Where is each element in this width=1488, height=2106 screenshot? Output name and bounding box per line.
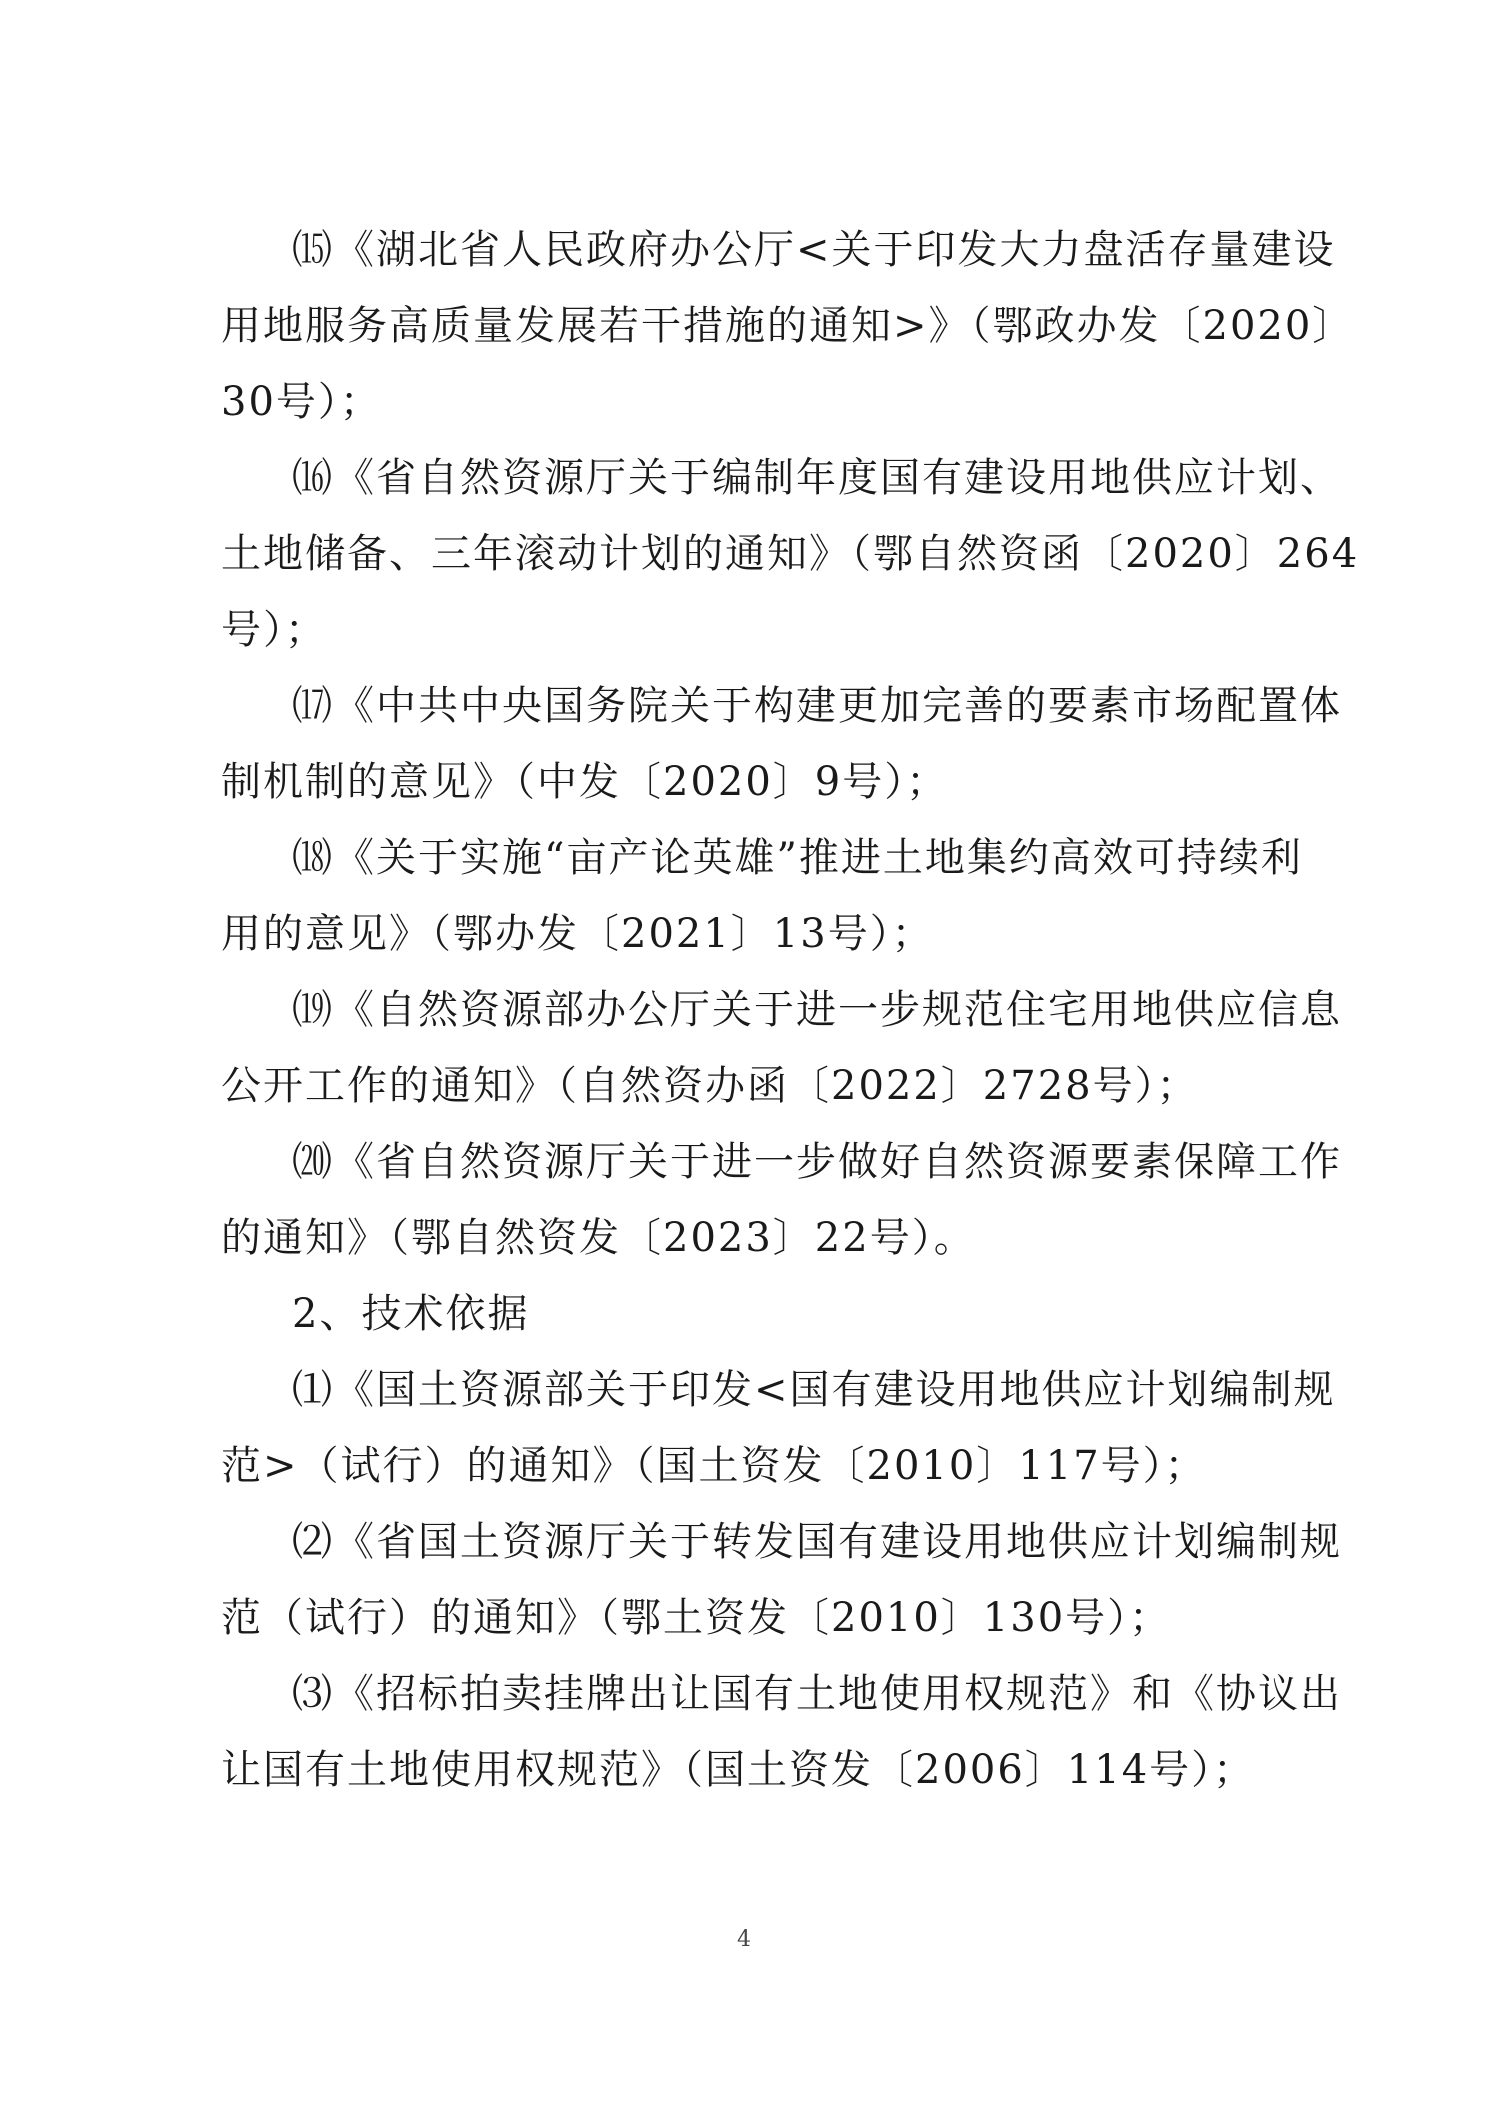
item-20-line-1: ⒇《省自然资源厅关于进一步做好自然资源要素保障工作	[292, 1139, 1342, 1185]
tech-item-1-line-2: 范>（试行）的通知》（国土资发〔2010〕117号）；	[221, 1443, 1207, 1489]
item-17-line-2: 制机制的意见》（中发〔2020〕9号）；	[221, 759, 949, 805]
item-16-line-2: 土地储备、三年滚动计划的通知》（鄂自然资函〔2020〕264	[221, 531, 1360, 577]
item-18-line-1: ⒅《关于实施“亩产论英雄”推进土地集约高效可持续利	[292, 835, 1303, 881]
item-16-line-3: 号）；	[221, 607, 327, 653]
item-15-line-1: ⒂《湖北省人民政府办公厅<关于印发大力盘活存量建设	[292, 227, 1336, 273]
section-heading-technical-basis: 2、技术依据	[292, 1291, 530, 1337]
item-15-line-3: 30号）；	[221, 379, 382, 425]
item-19-line-2: 公开工作的通知》（自然资办函〔2022〕2728号）；	[221, 1063, 1199, 1109]
item-17-line-1: ⒄《中共中央国务院关于构建更加完善的要素市场配置体	[292, 683, 1342, 729]
tech-item-2-line-2: 范（试行）的通知》（鄂土资发〔2010〕130号）；	[221, 1595, 1172, 1641]
tech-item-3-line-1: ⑶《招标拍卖挂牌出让国有土地使用权规范》和《协议出	[292, 1671, 1342, 1717]
tech-item-2-line-1: ⑵《省国土资源厅关于转发国有建设用地供应计划编制规	[292, 1519, 1342, 1565]
item-15-line-2: 用地服务高质量发展若干措施的通知>》（鄂政办发〔2020〕	[221, 303, 1355, 349]
item-16-line-1: ⒃《省自然资源厅关于编制年度国有建设用地供应计划、	[292, 455, 1342, 501]
item-18-line-2: 用的意见》（鄂办发〔2021〕13号）；	[221, 911, 934, 957]
tech-item-3-line-2: 让国有土地使用权规范》（国土资发〔2006〕114号）；	[221, 1747, 1256, 1793]
page-number: 4	[737, 1927, 751, 1952]
item-19-line-1: ⒆《自然资源部办公厅关于进一步规范住宅用地供应信息	[292, 987, 1342, 1033]
tech-item-1-line-1: ⑴《国土资源部关于印发<国有建设用地供应计划编制规	[292, 1367, 1336, 1413]
item-20-line-2: 的通知》（鄂自然资发〔2023〕22号）。	[221, 1215, 976, 1261]
